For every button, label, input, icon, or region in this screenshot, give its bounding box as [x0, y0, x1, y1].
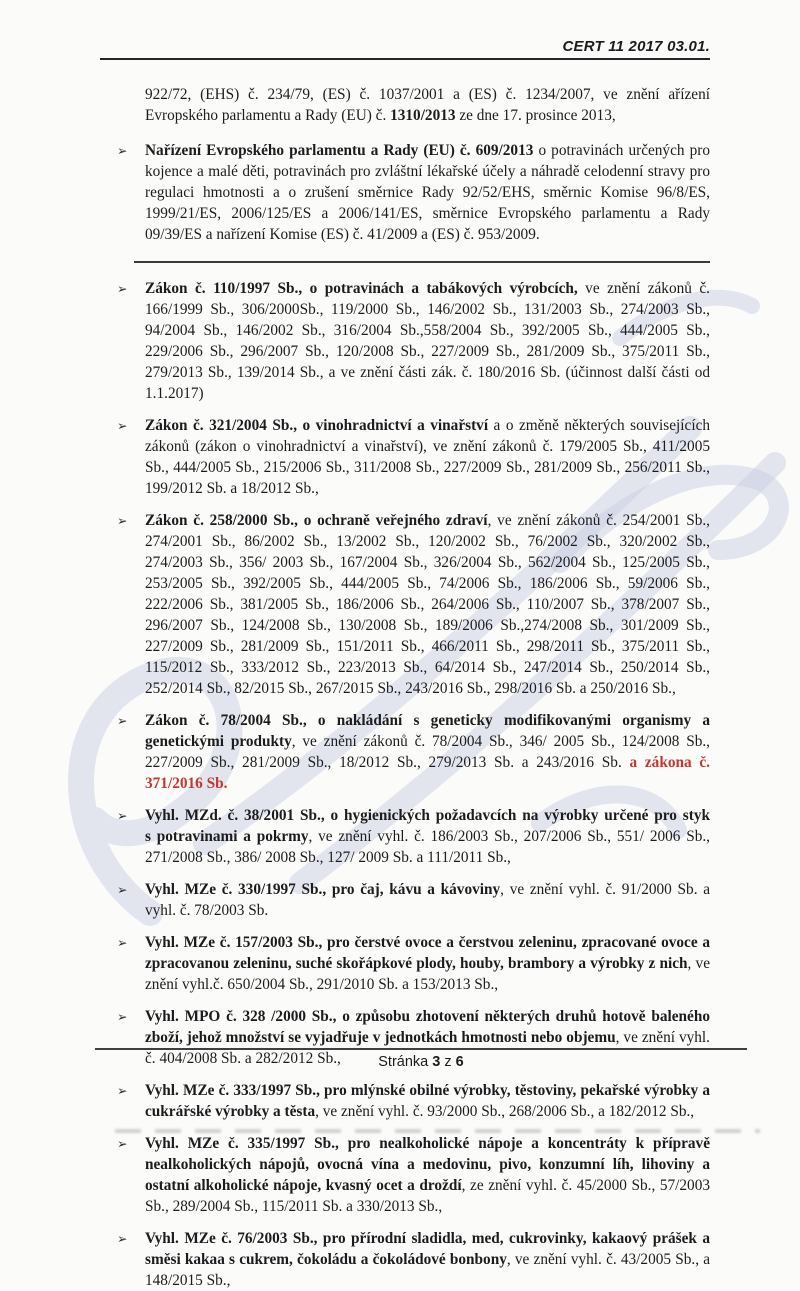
list-item-vyhl-76-2003 — [117, 1228, 711, 1291]
list-item-vyhl-157-2003 — [117, 932, 710, 995]
arrow-bullet-icon: ➢ — [117, 1009, 128, 1024]
intro-pre: 922/72, (EHS) č. 234/79, (ES) č. 1037/2001 a (ES) č. 1234/2007, ve znění ařízení Evropského parlamentu a Rady (EU) č. — [145, 86, 710, 124]
item-text: a o změně některých souvisejících zákonů (zákon o vinohradnictví a vinařství), ve znění zákonů č. 179/2005 Sb., 411/2005 Sb., 444/2005 Sb., 215/2006 Sb., 311/2008 Sb., 227/2009 Sb., 281/2009 Sb., 256/2011 Sb., 199/2012 Sb. a 18/2012 Sb., — [145, 417, 711, 497]
arrow-bullet-icon: ➢ — [117, 1231, 128, 1246]
item-title: Vyhl. MZe č. 333/1997 Sb., pro mlýnské obilné výrobky, těstoviny, pekařské výrobky a cukrářské výrobky a těsta — [145, 1082, 710, 1120]
item-title: Zákon č. 110/1997 Sb., o potravinách a tabákových výrobcích, — [145, 280, 578, 297]
item-text: , ve znění vyhl. č. 43/2005 Sb., a 148/2015 Sb., — [145, 1251, 711, 1289]
arrow-bullet-icon: ➢ — [117, 143, 128, 158]
item-text: ve znění zákonů č. 166/1999 Sb., 306/2000Sb., 119/2000 Sb., 146/2002 Sb., 131/2003 Sb., 274/2003 Sb., 94/2004 Sb., 146/2002 Sb., 316/2004 Sb.,558/2004 Sb., 392/2005 Sb., 444/2005 Sb., 229/2006 Sb., 296/2007 Sb., 120/2008 Sb., 227/2009 Sb., 281/2009 Sb., 375/2011 Sb., 279/2013 Sb., 139/2014 Sb., a ve znění části zák. č. 180/2016 Sb. (účinnost další části od 1.1.2017) — [145, 280, 710, 402]
item-text: , ve znění zákonů č. 78/2004 Sb., 346/ 2005 Sb., 124/2008 Sb., 227/2009 Sb., 281/2009 Sb., 18/2012 Sb., 279/2013 Sb. a 243/2016 Sb. — [145, 733, 710, 771]
arrow-bullet-icon: ➢ — [117, 281, 128, 296]
arrow-bullet-icon: ➢ — [117, 1136, 128, 1151]
list-item-vyhl-330-1997 — [117, 879, 711, 921]
item-title: Vyhl. MZe č. 335/1997 Sb., pro nealkoholické nápoje a koncentráty k přípravě nealkoholických nápojů, ovocná vína a medovinu, pivo, konzumní líh, lihoviny a ostatní alkoholické nápoje, kvasný ocet a droždí — [145, 1135, 710, 1194]
item-text: , ve znění vyhl. č. 186/2003 Sb., 207/2006 Sb., 551/ 2006 Sb., 271/2008 Sb., 386/ 2008 Sb., 127/ 2009 Sb. a 111/2011 Sb., — [145, 828, 710, 866]
intro-post: ze dne 17. prosince 2013, — [455, 107, 616, 124]
footer-total-pages: 6 — [455, 1054, 464, 1070]
item-title: Vyhl. MPO č. 328 /2000 Sb., o způsobu zhotovení některých druhů hotově baleného zboží, jehož množství se vyjadřuje v jednotkách hmotnosti nebo objemu — [145, 1008, 710, 1046]
item-title: Zákon č. 321/2004 Sb., o vinohradnictví a vinařství — [145, 417, 489, 434]
list-item-zakon-321-2004 — [117, 415, 711, 499]
item-text: , ze znění vyhl. č. 45/2000 Sb., 57/2003 Sb., 289/2004 Sb., 115/2011 Sb. a 330/2013 Sb., — [145, 1177, 710, 1215]
document-page — [0, 38, 800, 1289]
item-title: Vyhl. MZe č. 76/2003 Sb., pro přírodní sladidla, med, cukrovinky, kakaový prášek a směsi kakaa s cukrem, čokoládu a čokoládové bonbony — [145, 1230, 710, 1268]
item-title: Vyhl. MZe č. 157/2003 Sb., pro čerstvé ovoce a čerstvou zeleninu, zpracované ovoce a zpracovanou zeleninu, suché skořápkové plody, houby, brambory a výrobky z nich — [145, 934, 710, 972]
list-item-eu-609-2013 — [117, 140, 710, 245]
arrow-bullet-icon: ➢ — [117, 882, 128, 897]
arrow-bullet-icon: ➢ — [117, 418, 128, 433]
item-title: Zákon č. 78/2004 Sb., o nakládání s geneticky modifikovanými organismy a genetickými produkty — [145, 712, 710, 750]
arrow-bullet-icon: ➢ — [117, 513, 128, 528]
item-text: , ve znění vyhl. č. 91/2000 Sb. a vyhl. č. 78/2003 Sb. — [145, 881, 711, 919]
arrow-bullet-icon: ➢ — [117, 1083, 128, 1098]
footer-of-word: z — [444, 1054, 452, 1070]
list-item-vyhl-333-1997 — [117, 1080, 710, 1122]
item-text: , ve znění vyhl.č. 650/2004 Sb., 291/2010 Sb. a 153/2013 Sb., — [145, 955, 710, 993]
item-text: , ve znění zákonů č. 254/2001 Sb., 274/2001 Sb., 86/2002 Sb., 13/2002 Sb., 120/2002 Sb., 76/2002 Sb., 320/2002 Sb., 274/2003 Sb., 356/ 2003 Sb., 167/2004 Sb., 326/2004 Sb., 562/2004 Sb., 125/2005 Sb., 253/2005 Sb., 392/2005 Sb., 444/2005 Sb., 74/2006 Sb., 186/2006 Sb., 59/2006 Sb., 222/2006 Sb., 381/2005 Sb., 186/2006 Sb., 264/2006 Sb., 110/2007 Sb., 378/2007 Sb., 296/2007 Sb., 124/2008 Sb., 130/2008 Sb., 189/2006 Sb.,274/2008 Sb., 301/2009 Sb., 227/2009 Sb., 281/2009 Sb., 151/2011 Sb., 466/2011 Sb., 298/2011 Sb., 375/2011 Sb., 115/2012 Sb., 333/2012 Sb., 223/2013 Sb., 64/2014 Sb., 247/2014 Sb., 250/2014 Sb., 252/2014 Sb., 82/2015 Sb., 267/2015 Sb., 243/2016 Sb., 298/2016 Sb. a 250/2016 Sb., — [145, 512, 710, 697]
list-item-zakon-78-2004 — [117, 710, 710, 794]
item-title: Nařízení Evropského parlamentu a Rady (EU) č. 609/2013 — [145, 142, 534, 159]
section-divider — [134, 261, 710, 263]
scan-edge-artifact — [115, 1129, 760, 1133]
item-title: Vyhl. MZd. č. 38/2001 Sb., o hygienických požadavcích na výrobky určené pro styk s potravinami a pokrmy — [145, 807, 710, 845]
arrow-bullet-icon: ➢ — [117, 935, 128, 950]
footer-page-number: 3 — [432, 1054, 441, 1070]
item-red-amendment: a zákona č. 371/2016 Sb. — [145, 754, 710, 792]
intro-paragraph — [145, 84, 710, 126]
footer-label: Stránka — [378, 1054, 429, 1070]
list-item-vyhl-38-2001 — [117, 805, 710, 868]
item-title: Zákon č. 258/2000 Sb., o ochraně veřejného zdraví — [145, 512, 488, 529]
list-item-vyhl-335-1997 — [117, 1133, 710, 1217]
intro-bold: 1310/2013 — [390, 107, 456, 124]
arrow-bullet-icon: ➢ — [117, 713, 128, 728]
page-footer — [95, 1048, 747, 1070]
item-text: , ve znění vyhl. č. 93/2000 Sb., 268/2006 Sb., a 182/2012 Sb., — [315, 1103, 695, 1120]
item-title: Vyhl. MZe č. 330/1997 Sb., pro čaj, kávu a kávoviny — [145, 881, 501, 898]
list-item-zakon-258-2000 — [117, 510, 710, 699]
item-text: o potravinách určených pro kojence a malé děti, potravinách pro zvláštní lékařské účely a náhradě celodenní stravy pro regulaci hmotnosti a o zrušení směrnice Rady 92/52/EHS, směrnic Komise 96/8/ES, 1999/21/ES, 2006/125/ES a 2006/141/ES, směrnice Evropského parlamentu a Rady 09/39/ES a nařízení Komise (ES) č. 41/2009 a (ES) č. 953/2009. — [145, 142, 710, 243]
list-item-zakon-110-1997 — [117, 278, 710, 404]
arrow-bullet-icon: ➢ — [117, 808, 128, 823]
doc-code: CERT 11 2017 03.01. — [562, 38, 710, 55]
header-rule — [100, 58, 710, 60]
item-text: , ve znění vyhl. č. 404/2008 Sb. a 282/2012 Sb., — [145, 1029, 710, 1067]
